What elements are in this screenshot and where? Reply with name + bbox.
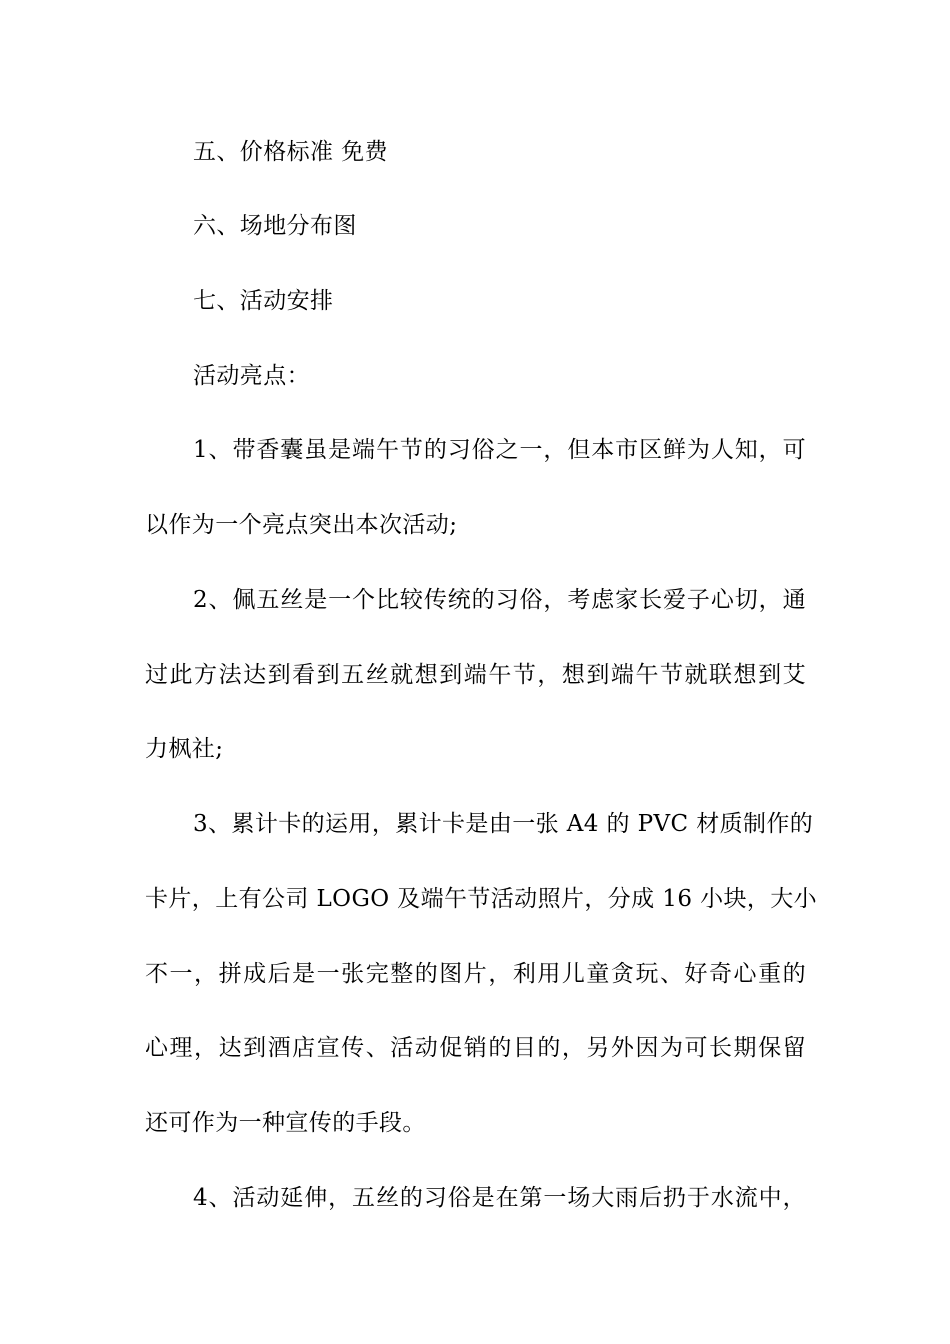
paragraph-line: 2、佩五丝是一个比较传统的习俗，考虑家长爱子心切，通 xyxy=(193,587,806,613)
paragraph-line: 卡片，上有公司 LOGO 及端午节活动照片，分成 16 小块，大小 xyxy=(145,886,818,912)
highlights-label: 活动亮点： xyxy=(193,363,310,389)
section-heading-venue-map: 六、场地分布图 xyxy=(193,213,357,239)
paragraph-line: 过此方法达到看到五丝就想到端午节，想到端午节就联想到艾 xyxy=(145,662,806,688)
section-heading-schedule: 七、活动安排 xyxy=(193,288,334,314)
paragraph-line: 心理，达到酒店宣传、活动促销的目的，另外因为可长期保留 xyxy=(145,1035,806,1061)
paragraph-line: 以作为一个亮点突出本次活动; xyxy=(145,512,458,538)
paragraph-line: 不一，拼成后是一张完整的图片，利用儿童贪玩、好奇心重的 xyxy=(145,961,806,987)
paragraph-line: 力枫社; xyxy=(145,736,224,762)
paragraph-line: 1、带香囊虽是端午节的习俗之一，但本市区鲜为人知，可 xyxy=(193,437,806,463)
section-heading-pricing: 五、价格标准 免费 xyxy=(193,139,388,165)
paragraph-line: 还可作为一种宣传的手段。 xyxy=(145,1110,426,1136)
paragraph-line: 3、累计卡的运用，累计卡是由一张 A4 的 PVC 材质制作的 xyxy=(193,811,814,837)
paragraph-line: 4、活动延伸，五丝的习俗是在第一场大雨后扔于水流中， xyxy=(193,1185,806,1211)
